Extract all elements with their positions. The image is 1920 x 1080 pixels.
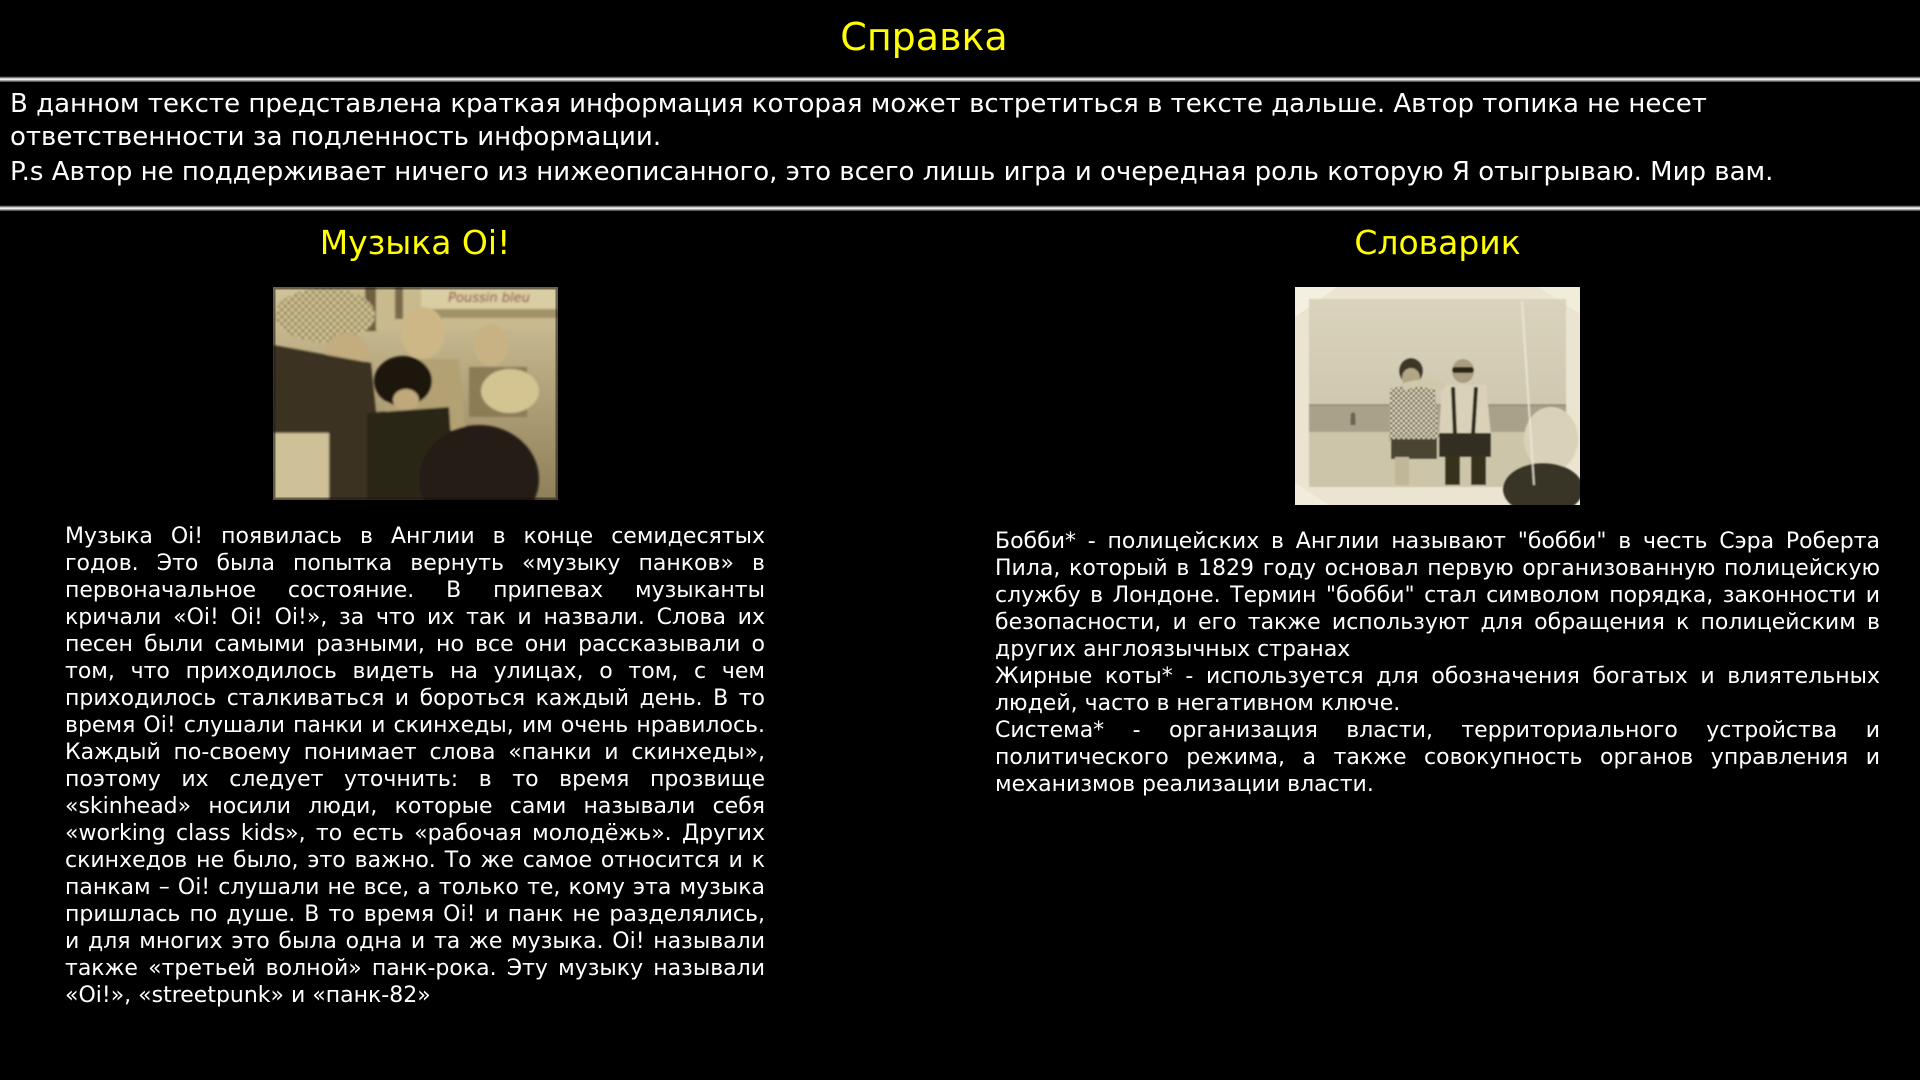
oi-section-heading: Музыка Oi! [319, 223, 511, 262]
intro-postscript: P.s Автор не поддерживает ничего из нижеописанного, это всего лишь игра и очередная роль которую Я отыгрываю. Мир вам. [10, 157, 1774, 187]
top-divider [0, 76, 1920, 82]
oi-crowd-photo-image [273, 287, 558, 500]
intro-text-block [10, 88, 1890, 189]
oi-crowd-photo [273, 287, 558, 500]
dictionary-section [995, 224, 1880, 798]
photo-sign-text: Poussin bleu [447, 291, 530, 306]
oi-paragraph: Музыка Oi! появилась в Англии в конце семидесятых годов. Это была попытка вернуть «музыку панков» в первоначальное состояние. В припевах музыканты кричали «Oi! Oi! Oi!», за что их так и назвали. Слова их песен были самыми разными, но все они рассказывали о том, что приходилось видеть на улицах, о том, с чем приходилось сталкиваться и бороться каждый день. В то время Oi! слушали панки и скинхеды, им очень нравилось. Каждый по-своему понимает слова «панки и скинхеды», поэтому их следует уточнить: в то время прозвище «skinhead» носили люди, которые сами называли себя «working class kids», то есть «рабочая молодёжь». Других скинхедов не было, это важно. То же самое относится и к панкам – Oi! слушали не все, а только те, кому эта музыка пришлась по душе. В то время Oi! и панк не разделялись, и для многих это была одна и та же музыка. Oi! называли также «третьей волной» панк-рока. Эту музыку называли «Oi!», «streetpunk» и «панк-82» [65, 524, 765, 1008]
oi-body-text [65, 523, 765, 1009]
dictionary-entry-bobby: Бобби* - полицейских в Англии называют "бобби" в честь Сэра Роберта Пила, который в 1829 году основал первую организованную полицейскую службу в Лондоне. Термин "бобби" стал символом порядка, законности и безопасности, и его также используют для обращения к полицейским в других англоязычных странах [995, 529, 1880, 662]
oi-music-section [65, 224, 765, 1009]
beach-polaroid-photo-image [1295, 287, 1580, 505]
dictionary-entry-fat-cats: Жирные коты* - используется для обозначения богатых и влиятельных людей, часто в негативном ключе. [995, 664, 1880, 716]
dictionary-body-text [995, 528, 1880, 798]
dictionary-section-heading: Словарик [1354, 223, 1521, 262]
beach-polaroid-photo [1295, 287, 1580, 505]
page-title: Справка [840, 15, 1008, 59]
section-divider [0, 205, 1920, 211]
intro-paragraph: В данном тексте представлена краткая информация которая может встретиться в тексте дальше. Автор топика не несет ответственности за подленность информации. [10, 89, 1707, 152]
dictionary-entry-system: Система* - организация власти, территориального устройства и политического режима, а также совокупность органов управления и механизмов реализации власти. [995, 718, 1880, 797]
